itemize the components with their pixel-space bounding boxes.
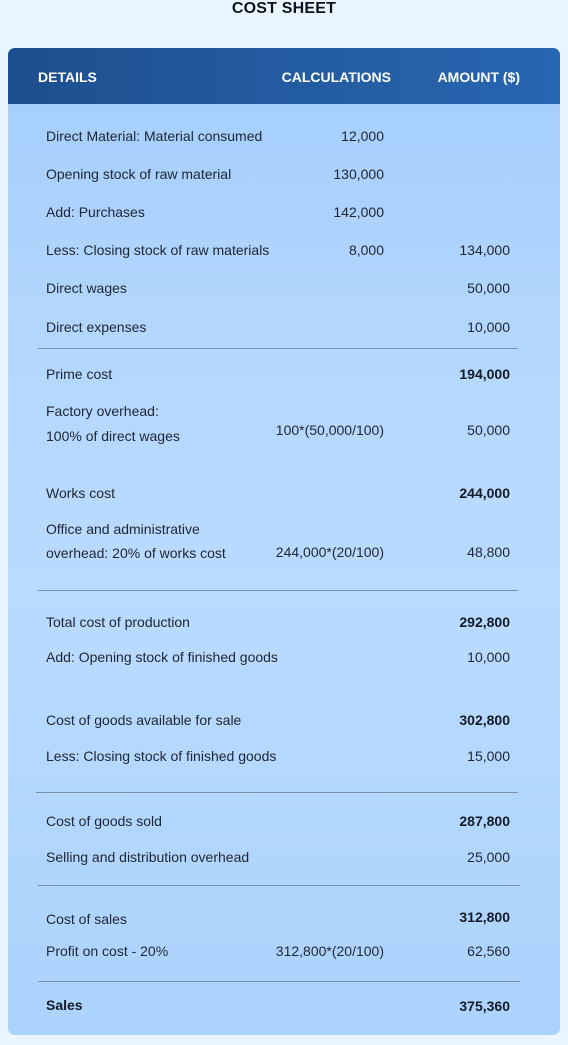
- header-calculations: CALCULATIONS: [281, 69, 391, 85]
- row-label-profit: Profit on cost - 20%: [46, 943, 169, 959]
- row-label-cost-of-sales: Cost of sales: [46, 911, 127, 927]
- row-calc-profit: 312,800*(20/100): [275, 943, 384, 959]
- row-label-factory-overhead-detail: 100% of direct wages: [46, 428, 180, 444]
- row-label-goods-sold: Cost of goods sold: [46, 813, 162, 829]
- table-header: [8, 48, 560, 104]
- divider: [36, 792, 518, 793]
- row-calc-direct-material: 12,000: [341, 128, 384, 144]
- row-amount-works-cost: 244,000: [459, 485, 510, 501]
- row-amount-direct-wages: 50,000: [467, 280, 510, 296]
- row-label-opening-raw: Opening stock of raw material: [46, 166, 232, 182]
- row-amount-factory-overhead: 50,000: [467, 422, 510, 438]
- row-label-opening-finished: Add: Opening stock of finished goods: [46, 649, 278, 665]
- row-label-factory-overhead: Factory overhead:: [46, 403, 159, 419]
- row-amount-direct-expenses: 10,000: [467, 319, 510, 335]
- row-calc-closing-raw: 8,000: [348, 242, 384, 258]
- row-label-direct-wages: Direct wages: [46, 280, 127, 296]
- row-label-total-production: Total cost of production: [46, 614, 190, 630]
- row-label-available-for-sale: Cost of goods available for sale: [46, 712, 242, 728]
- row-amount-available-for-sale: 302,800: [459, 712, 510, 728]
- header-amount: AMOUNT ($): [437, 69, 520, 85]
- row-amount-total-production: 292,800: [459, 614, 510, 630]
- row-amount-prime-cost: 194,000: [459, 366, 510, 382]
- row-calc-office-overhead: 244,000*(20/100): [275, 544, 384, 560]
- row-amount-goods-sold: 287,800: [459, 813, 510, 829]
- divider: [38, 348, 518, 349]
- row-calc-factory-overhead: 100*(50,000/100): [275, 422, 384, 438]
- divider: [38, 590, 518, 591]
- divider: [38, 885, 520, 886]
- row-label-closing-finished: Less: Closing stock of finished goods: [46, 748, 277, 764]
- row-amount-profit: 62,560: [467, 943, 510, 959]
- row-amount-closing-finished: 15,000: [467, 748, 510, 764]
- row-amount-opening-finished: 10,000: [467, 649, 510, 665]
- row-label-closing-raw: Less: Closing stock of raw materials: [46, 242, 270, 258]
- row-label-sales: Sales: [46, 997, 83, 1013]
- row-label-office-overhead-detail: overhead: 20% of works cost: [46, 545, 226, 561]
- cost-sheet-card: [8, 48, 560, 1035]
- row-label-selling-overhead: Selling and distribution overhead: [46, 849, 250, 865]
- row-amount-closing-raw: 134,000: [459, 242, 510, 258]
- row-amount-sales: 375,360: [459, 998, 510, 1014]
- row-label-direct-material: Direct Material: Material consumed: [46, 128, 263, 144]
- row-calc-purchases: 142,000: [333, 204, 384, 220]
- header-details: DETAILS: [38, 69, 97, 85]
- row-label-works-cost: Works cost: [46, 485, 115, 501]
- page-title: COST SHEET: [231, 0, 337, 17]
- row-label-office-overhead: Office and administrative: [46, 521, 200, 537]
- row-amount-office-overhead: 48,800: [467, 544, 510, 560]
- row-label-purchases: Add: Purchases: [46, 204, 145, 220]
- row-label-direct-expenses: Direct expenses: [46, 319, 147, 335]
- row-amount-cost-of-sales: 312,800: [459, 909, 510, 925]
- divider: [38, 981, 520, 982]
- row-amount-selling-overhead: 25,000: [467, 849, 510, 865]
- row-calc-opening-raw: 130,000: [333, 166, 384, 182]
- row-label-prime-cost: Prime cost: [46, 366, 113, 382]
